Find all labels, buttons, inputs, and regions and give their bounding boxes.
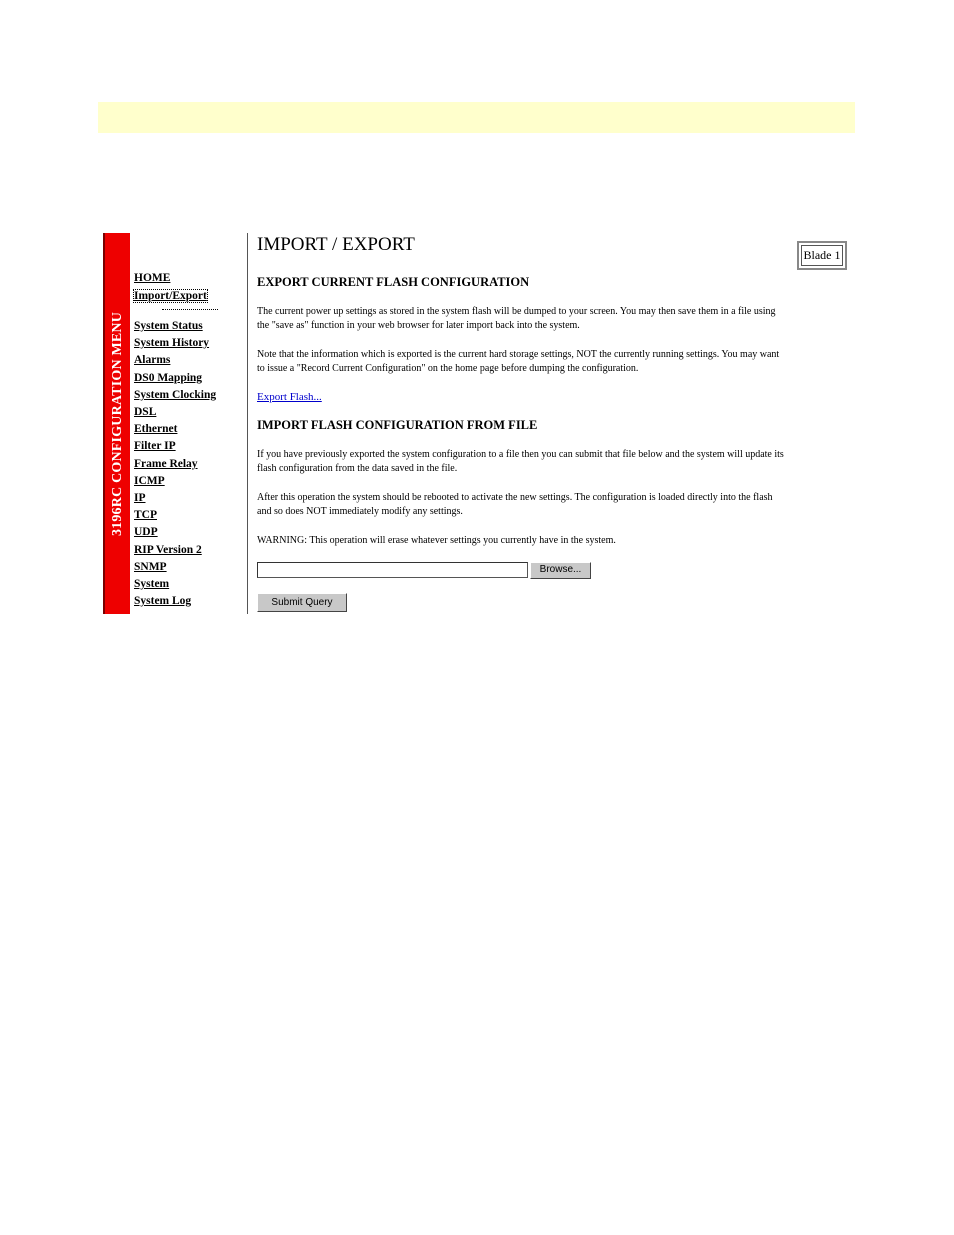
sidebar-item-rip-version-2[interactable]: RIP Version 2 <box>134 544 202 556</box>
browse-button[interactable]: Browse... <box>530 562 591 579</box>
export-note-line-1: Note that the information which is exported is the current hard storage settings, NOT the currently running settings. You may want <box>257 349 780 360</box>
sidebar-item-system-history[interactable]: System History <box>134 337 210 349</box>
sidebar-item-system-clocking[interactable]: System Clocking <box>134 389 217 401</box>
sidebar-item-snmp[interactable]: SNMP <box>134 561 167 573</box>
sidebar-item-tcp[interactable]: TCP <box>134 509 157 521</box>
sidebar-item-filter-ip[interactable]: Filter IP <box>134 440 176 452</box>
export-description-line-2: the "save as" function in your web browser for later import back into the system. <box>257 320 580 332</box>
sidebar-title: 3196RC CONFIGURATION MENU <box>109 311 125 536</box>
import-heading: IMPORT FLASH CONFIGURATION FROM FILE <box>257 418 538 432</box>
sidebar-item-icmp[interactable]: ICMP <box>134 475 165 487</box>
file-path-input[interactable] <box>257 562 528 578</box>
export-flash-link[interactable]: Export Flash... <box>257 391 322 403</box>
export-description <box>257 305 847 334</box>
sidebar-title-bar <box>103 233 130 614</box>
warning-text: WARNING: This operation will erase whatever settings you currently have in the system. <box>257 535 616 546</box>
import-description-line-1: If you have previously exported the system configuration to a file then you can submit that file below and the system will update its <box>257 449 784 460</box>
sidebar-item-system-log[interactable]: System Log <box>134 595 192 607</box>
import-description-line-2: flash configuration from the data saved in the file. <box>257 463 458 475</box>
menu-separator <box>162 309 218 310</box>
sidebar-item-import-export[interactable]: Import/Export <box>134 290 207 302</box>
export-note-line-2: to issue a "Record Current Configuration" on the home page before dumping the configuration. <box>257 363 639 375</box>
blade-button[interactable] <box>797 241 847 270</box>
import-description <box>257 448 847 477</box>
sidebar-item-system-status[interactable]: System Status <box>134 320 203 332</box>
sidebar-item-home[interactable]: HOME <box>134 272 171 284</box>
import-note-line-2: and so does NOT immediately modify any settings. <box>257 506 463 518</box>
sidebar-item-system[interactable]: System <box>134 578 170 590</box>
export-description-line-1: The current power up settings as stored in the system flash will be dumped to your screen. You may then save them in a file using <box>257 306 776 317</box>
sidebar-item-ds0-mapping[interactable]: DS0 Mapping <box>134 372 203 384</box>
sidebar-item-frame-relay[interactable]: Frame Relay <box>134 458 198 470</box>
header-highlight-bar <box>98 102 855 133</box>
submit-query-button[interactable]: Submit Query <box>257 593 347 612</box>
sidebar-item-dsl[interactable]: DSL <box>134 406 157 418</box>
sidebar-item-udp[interactable]: UDP <box>134 526 158 538</box>
blade-button-label: Blade 1 <box>801 245 843 266</box>
export-note <box>257 348 847 377</box>
import-note <box>257 491 847 520</box>
page-title: IMPORT / EXPORT <box>257 234 415 255</box>
sidebar-item-ip[interactable]: IP <box>134 492 146 504</box>
import-note-line-1: After this operation the system should be rebooted to activate the new settings. The configuration is loaded directly into the flash <box>257 492 773 503</box>
sidebar-item-ethernet[interactable]: Ethernet <box>134 423 178 435</box>
export-heading: EXPORT CURRENT FLASH CONFIGURATION <box>257 275 530 289</box>
sidebar-item-alarms[interactable]: Alarms <box>134 354 171 366</box>
frame-divider <box>247 233 248 614</box>
